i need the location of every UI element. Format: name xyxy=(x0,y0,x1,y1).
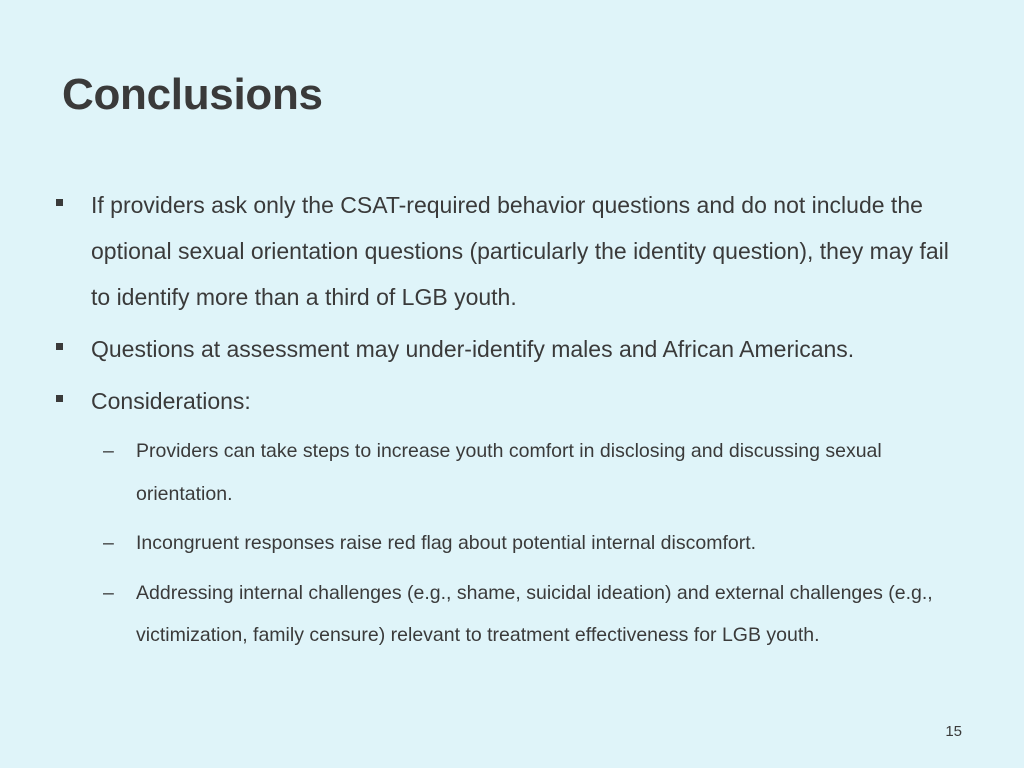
square-bullet-icon xyxy=(56,343,63,350)
bullet-item xyxy=(56,326,956,372)
sub-bullet-text: Addressing internal challenges (e.g., shame, suicidal ideation) and external challenges (e.g., victimization, family censure) relevant to treatment effectiveness for LGB youth. xyxy=(136,581,933,646)
sub-bullet-item xyxy=(101,430,956,515)
sub-bullet-text: Providers can take steps to increase youth comfort in disclosing and discussing sexual orientation. xyxy=(136,440,882,505)
bullet-item xyxy=(56,182,956,320)
dash-bullet-icon: – xyxy=(103,581,114,604)
bullet-list xyxy=(56,182,956,664)
bullet-item xyxy=(56,378,956,657)
square-bullet-icon xyxy=(56,395,63,402)
slide-title: Conclusions xyxy=(62,70,323,119)
sub-bullet-list xyxy=(101,430,956,657)
sub-bullet-item xyxy=(101,522,956,565)
square-bullet-icon xyxy=(56,199,63,206)
dash-bullet-icon: – xyxy=(103,532,114,554)
dash-bullet-icon: – xyxy=(103,440,114,462)
sub-bullet-text: Incongruent responses raise red flag about potential internal discomfort. xyxy=(136,532,757,554)
bullet-text: If providers ask only the CSAT-required behavior questions and do not include the optional sexual orientation questions (particularly the identity question), they may fail to identify more than a third of LGB youth. xyxy=(91,192,949,310)
bullet-text: Questions at assessment may under-identify males and African Americans. xyxy=(91,336,855,362)
bullet-text: Considerations: xyxy=(91,388,251,414)
page-number: 15 xyxy=(945,723,962,740)
sub-bullet-item xyxy=(101,572,956,657)
